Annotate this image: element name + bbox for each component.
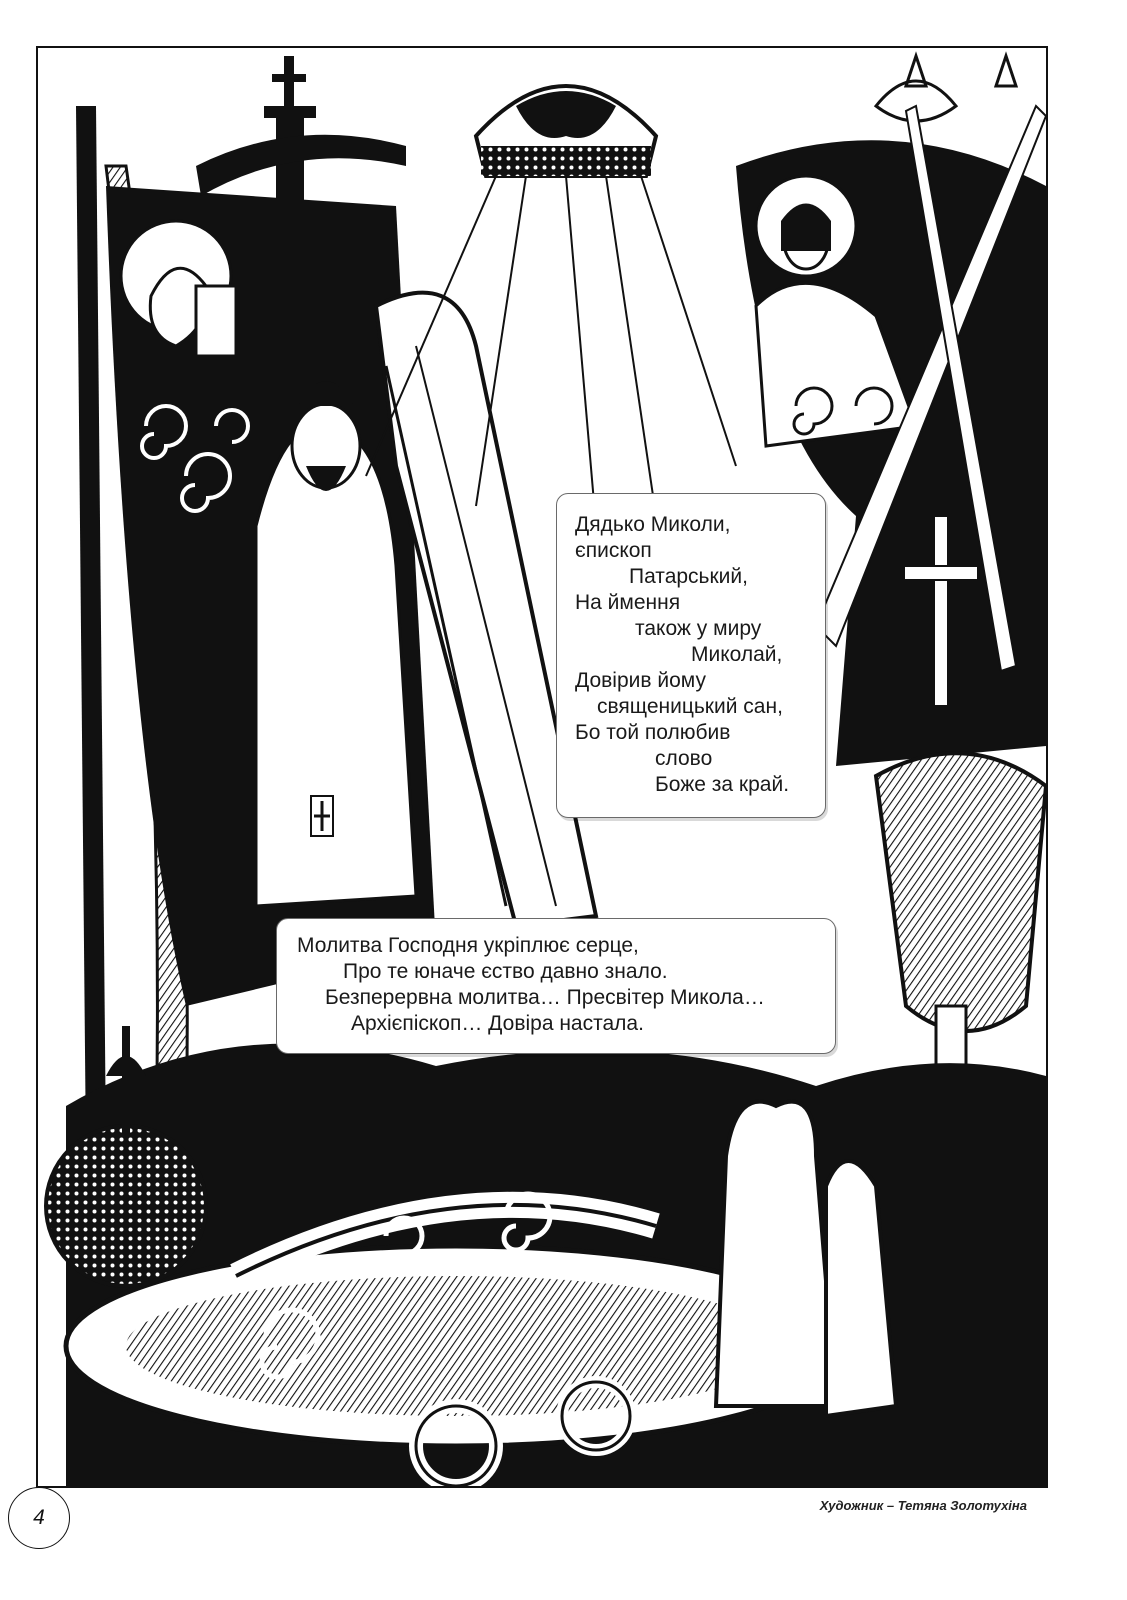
caption-line: Миколай, [691, 643, 783, 666]
caption-line: Про те юначе єство давно знало. [343, 960, 668, 983]
page-number [8, 1487, 70, 1549]
caption-line: слово [655, 747, 713, 770]
caption-line: єпископ [575, 539, 652, 562]
caption-line: Боже за край. [655, 773, 790, 796]
caption-line: Довірив йому [575, 669, 706, 692]
caption-box-bottom [276, 918, 836, 1054]
caption-line: Дядько Миколи, [575, 513, 731, 536]
caption-line: Бо той полюбив [575, 721, 731, 744]
comic-illustration [36, 46, 1048, 1488]
caption-line: Патарський, [629, 565, 748, 588]
caption-line: Безперервна молитва… Пресвітер Микола… [325, 986, 765, 1009]
caption-line: Архієпіскоп… Довіра настала. [351, 1012, 644, 1035]
page-number-text: 4 [33, 1506, 45, 1529]
caption-line: На ймення [575, 591, 681, 614]
ink-drawing [36, 46, 1048, 1488]
caption-box-top [556, 493, 826, 818]
caption-line: священицький сан, [597, 695, 783, 718]
caption-line: також у миру [635, 617, 762, 640]
caption-line: Молитва Господня укріплює серце, [297, 934, 639, 957]
artist-credit: Художник – Тетяна Золотухіна [819, 1498, 1027, 1513]
